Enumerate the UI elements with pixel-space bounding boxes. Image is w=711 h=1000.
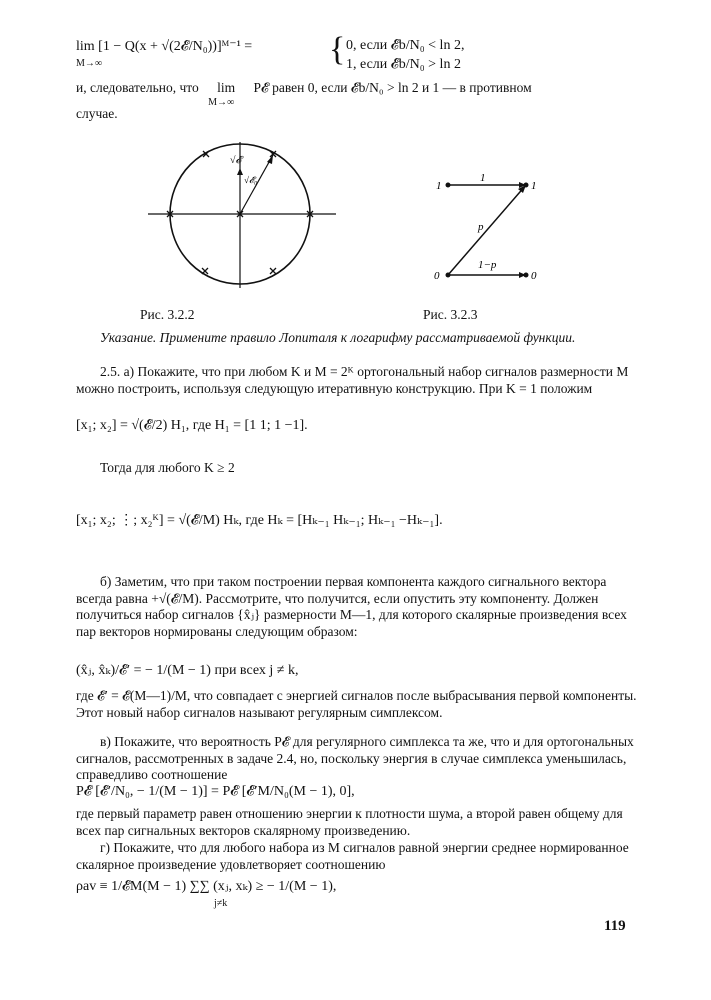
hint-paragraph: Указание. Примените правило Лопиталя к логарифму рассматриваемой функции. [100,330,576,345]
limit-expression: lim [1 − Q(x + √(2𝓔/N₀))]ᴹ⁻¹ = [76,39,253,54]
figure-caption-1: Рис. 3.2.2 [140,307,195,322]
figure-3-2-2 [140,138,350,288]
limit-case-1: 0, если 𝓔b/N₀ < ln 2, [346,38,465,53]
problem-b-continuation: где 𝓔′ = 𝓔(M—1)/M, что совпадает с энергией сигналов после выбрасывания первой компоненты. Этот новый набор сигналов называют регулярным симплексом. [76,688,637,720]
figure-3-2-3 [430,168,550,284]
equation-g-sub: j≠k [214,898,228,909]
consequence-lim [202,80,250,108]
page-number: 119 [604,918,626,934]
node-right-bottom: 0 [531,270,537,282]
problem-b: б) Заметим, что при таком построении первая компонента каждого сигнального вектора всегда равна +√(𝓔/M). Рассмотрите, что получится, если опустить эту компоненту. Должен получиться набор сигналов {x̂ⱼ} размерности M—1, для которого скалярные произведения всех пар векторов нормированы следующим образом: [76,574,627,639]
limit-equation [76,38,252,55]
edge-diag-label: p [478,221,484,233]
sqrt-energy-label: √𝓔 [230,155,242,166]
problem-2-5-a: 2.5. а) Покажите, что при любом K и M = 2ᴷ ортогональный набор сигналов размерности M можно построить, используя следующую итеративную конструкцию. При K = 1 положим [76,364,629,396]
consequence-text-b: P𝓔 равен 0, если 𝓔b/N₀ > ln 2 и 1 — в противном [253,80,532,95]
edge-top-label: 1 [480,172,486,184]
equation-g: ρav ≡ 1/𝓔M(M − 1) ∑∑ (xⱼ, xₖ) ≥ − 1/(M − 1), [76,879,337,894]
problem-v-continuation: где первый параметр равен отношению энергии к плотности шума, а второй равен общему для всех пар сигнальных векторов скалярному произведению. [76,806,623,838]
edge-bottom-label: 1−p [478,259,497,271]
limit-case-2: 1, если 𝓔b/N₀ > ln 2 [346,57,461,72]
limit-subscript: M→∞ [76,58,103,69]
equation-h1: [x₁; x₂] = √(𝓔/2) H₁, где H₁ = [1 1; 1 −1]. [76,418,308,433]
equation-b: (x̂ⱼ, x̂ₖ)/𝓔′ = − 1/(M − 1) при всех j ≠ k, [76,663,299,678]
node-left-top: 1 [436,180,442,192]
consequence-line [76,80,638,108]
problem-g: г) Покажите, что для любого набора из M сигналов равной энергии среднее нормированное скалярное произведение удовлетворяет соотношению [76,840,629,872]
consequence-lim-text: lim [217,80,236,95]
equation-hk: [x₁; x₂; ⋮; x₂ᴷ] = √(𝓔/M) Hₖ, где Hₖ = [Hₖ₋₁ Hₖ₋₁; Hₖ₋₁ −Hₖ₋₁]. [76,513,443,528]
equation-v: P𝓔 [𝓔′/N₀, − 1/(M − 1)] = P𝓔 [𝓔′M/N₀(M − 1), 0], [76,784,355,799]
figure-caption-2: Рис. 3.2.3 [423,307,478,322]
problem-v: в) Покажите, что вероятность P𝓔 для регулярного симплекса та же, что и для ортогональных сигналов, рассмотренных в задаче 2.4, но, поскольку энергия в случае симплекса уменьшилась, справедливо соотношение [76,734,634,782]
consequence-text-a: и, следовательно, что [76,80,199,95]
node-right-top: 1 [531,180,537,192]
arrow-head-2 [237,168,243,175]
then-line: Тогда для любого K ≥ 2 [100,460,235,475]
consequence-line-2: случае. [76,106,118,121]
node-left-bottom: 0 [434,270,440,282]
sqrt-energy-label-2: √𝓔₀ [244,175,258,185]
case-brace: { [329,31,346,68]
consequence-lim-sub: M→∞ [208,97,235,108]
